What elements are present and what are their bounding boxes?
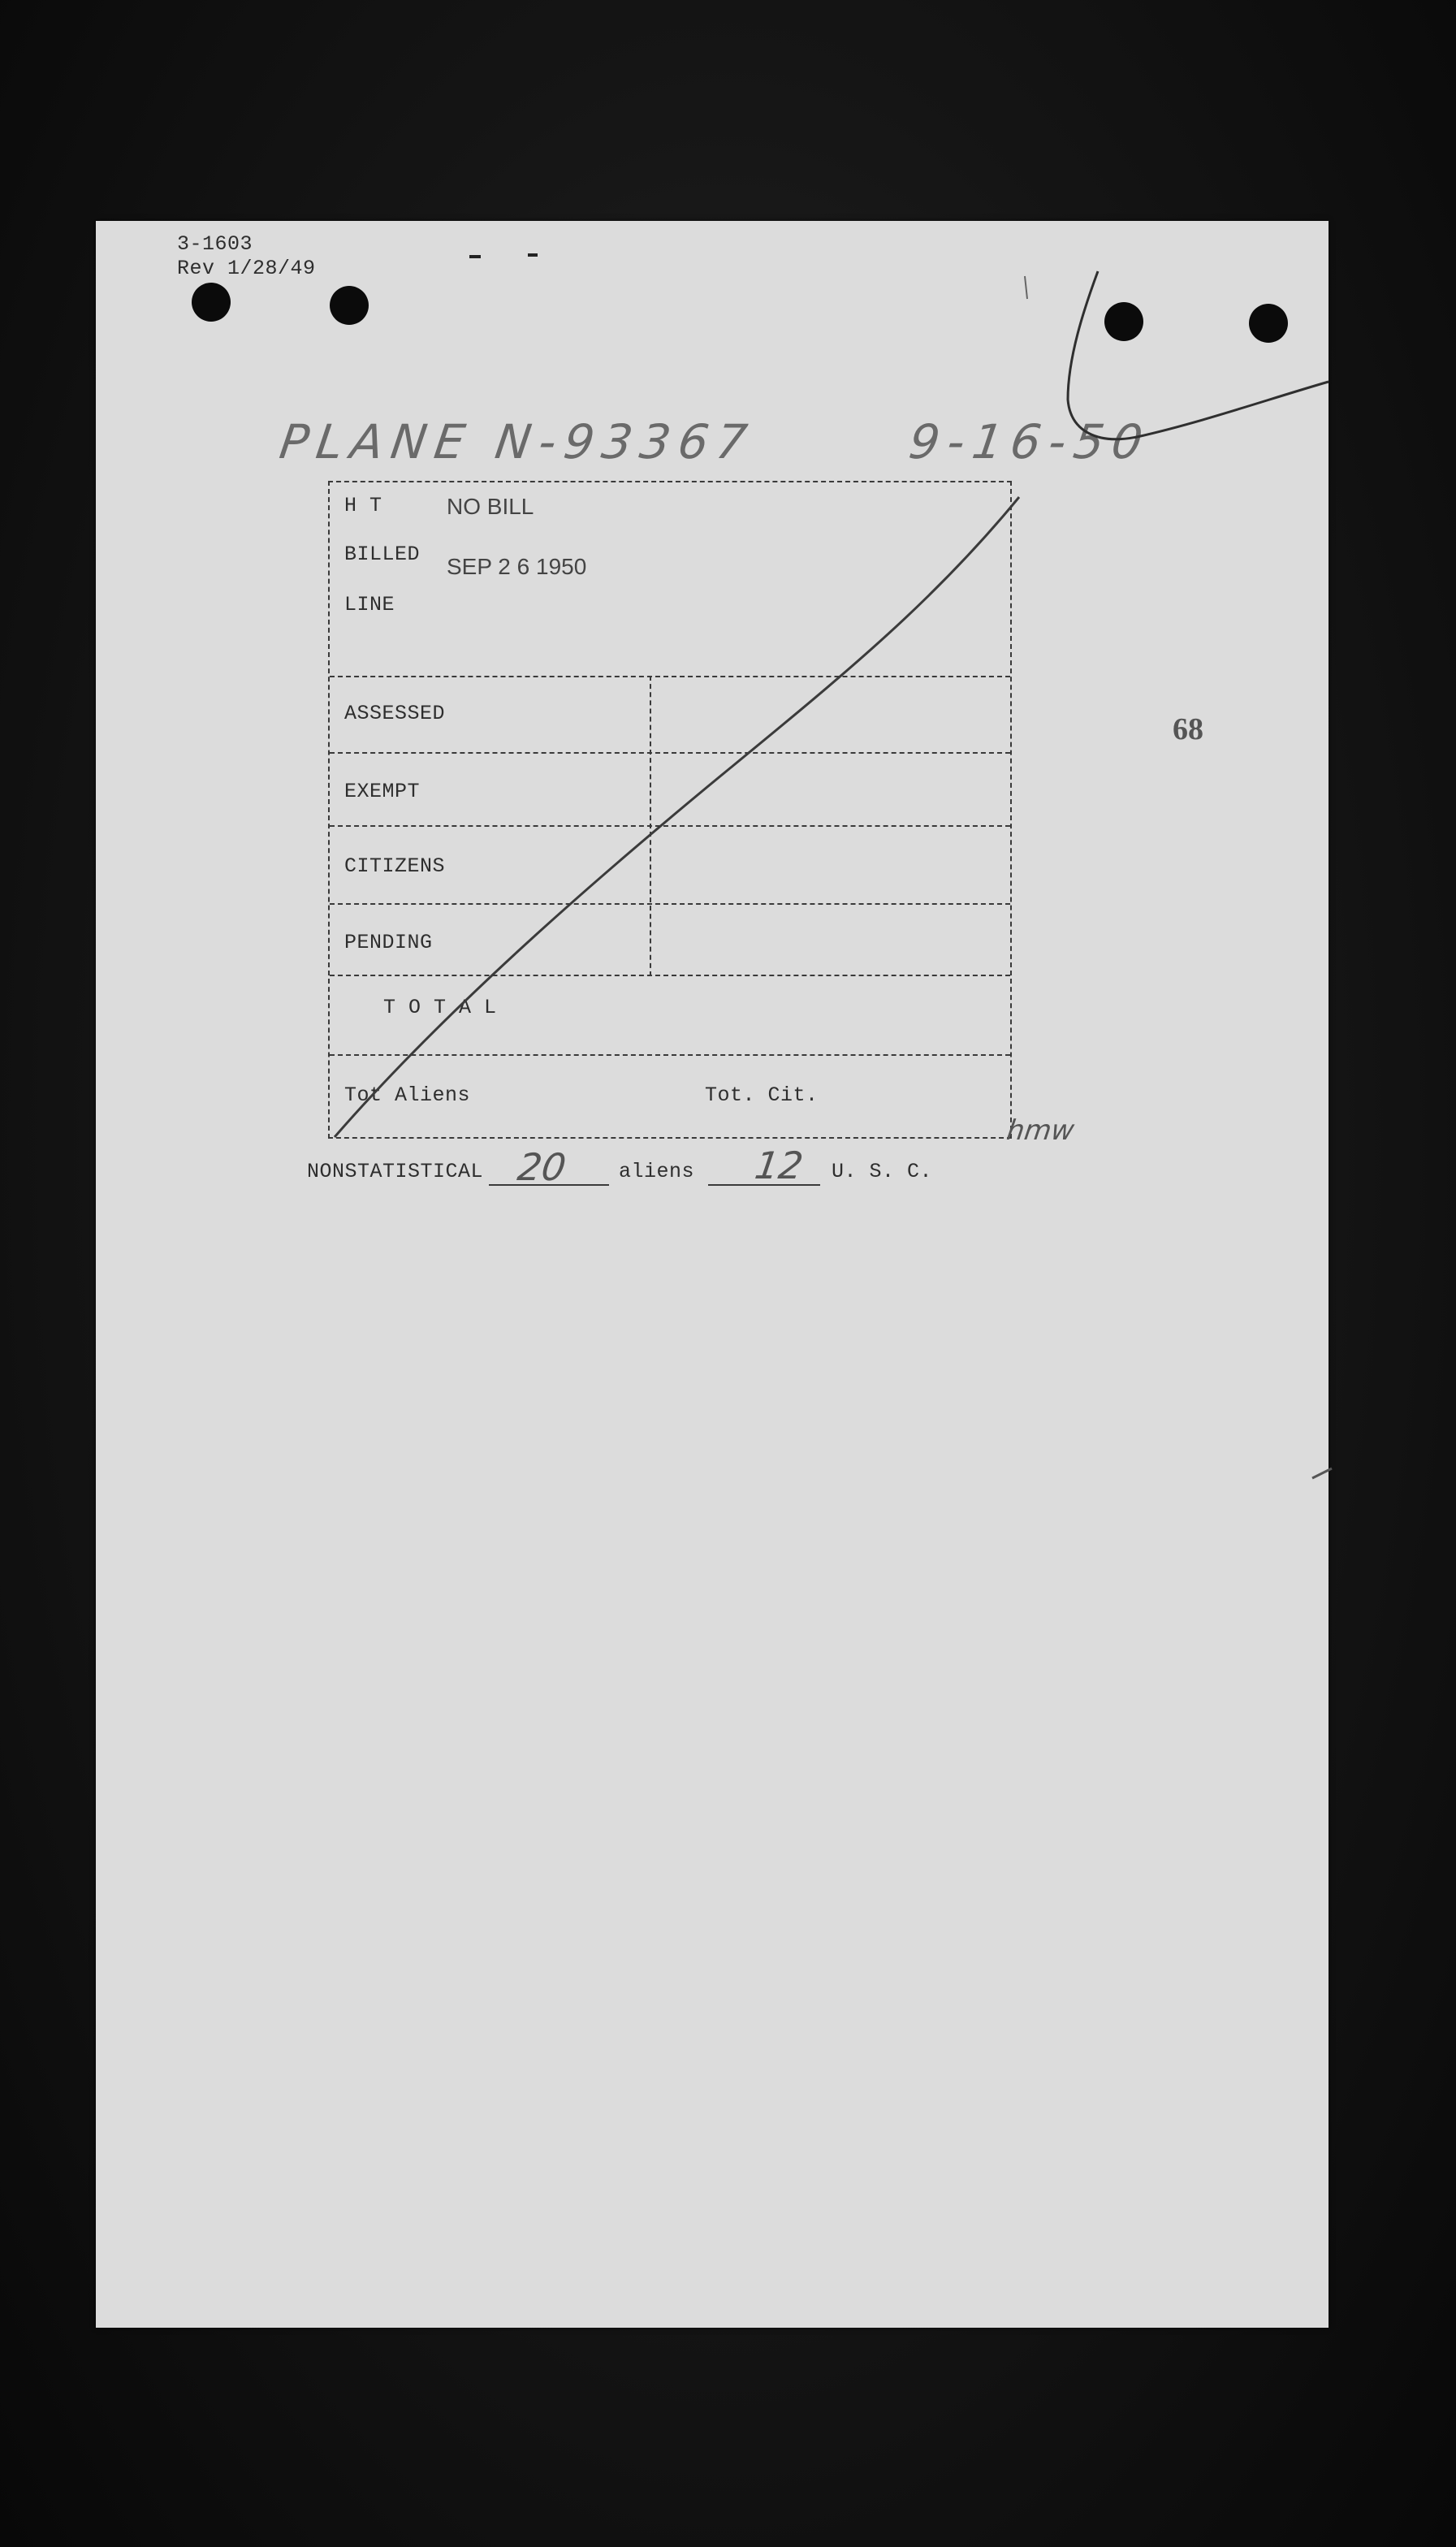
usc-label: U. S. C. [832,1160,933,1183]
citizens-label: CITIZENS [344,854,446,878]
handwritten-heading: PLANE N-93367 [276,414,759,469]
total-label: T O T A L [383,996,497,1019]
edge-mark [1312,1468,1332,1478]
tot-cit-label: Tot. Cit. [705,1083,819,1107]
pen-tick [1025,276,1027,299]
aliens-label: aliens [619,1160,695,1183]
line-label: LINE [344,593,395,616]
ht-stamp: NO BILL [447,494,534,519]
cancel-slash-line [335,497,1019,1137]
assessed-label: ASSESSED [344,702,446,725]
top-marks [469,255,538,257]
usc-value: 12 [752,1144,806,1187]
pending-label: PENDING [344,931,433,954]
handwritten-date: 9-16-50 [905,414,1155,469]
exempt-label: EXEMPT [344,780,421,803]
nonstatistical-label: NONSTATISTICAL [307,1160,484,1183]
initials: hmw [1005,1114,1077,1147]
margin-pen-stroke [1068,271,1329,439]
form-revision: Rev 1/28/49 [177,257,316,280]
tot-aliens-label: Tot Aliens [344,1083,471,1107]
page-number: 68 [1173,712,1203,746]
aliens-value: 20 [515,1145,569,1189]
billed-date-stamp: SEP 2 6 1950 [447,554,587,579]
form-number: 3-1603 [177,232,253,256]
ht-label: H T [344,494,382,517]
billed-label: BILLED [344,543,421,566]
